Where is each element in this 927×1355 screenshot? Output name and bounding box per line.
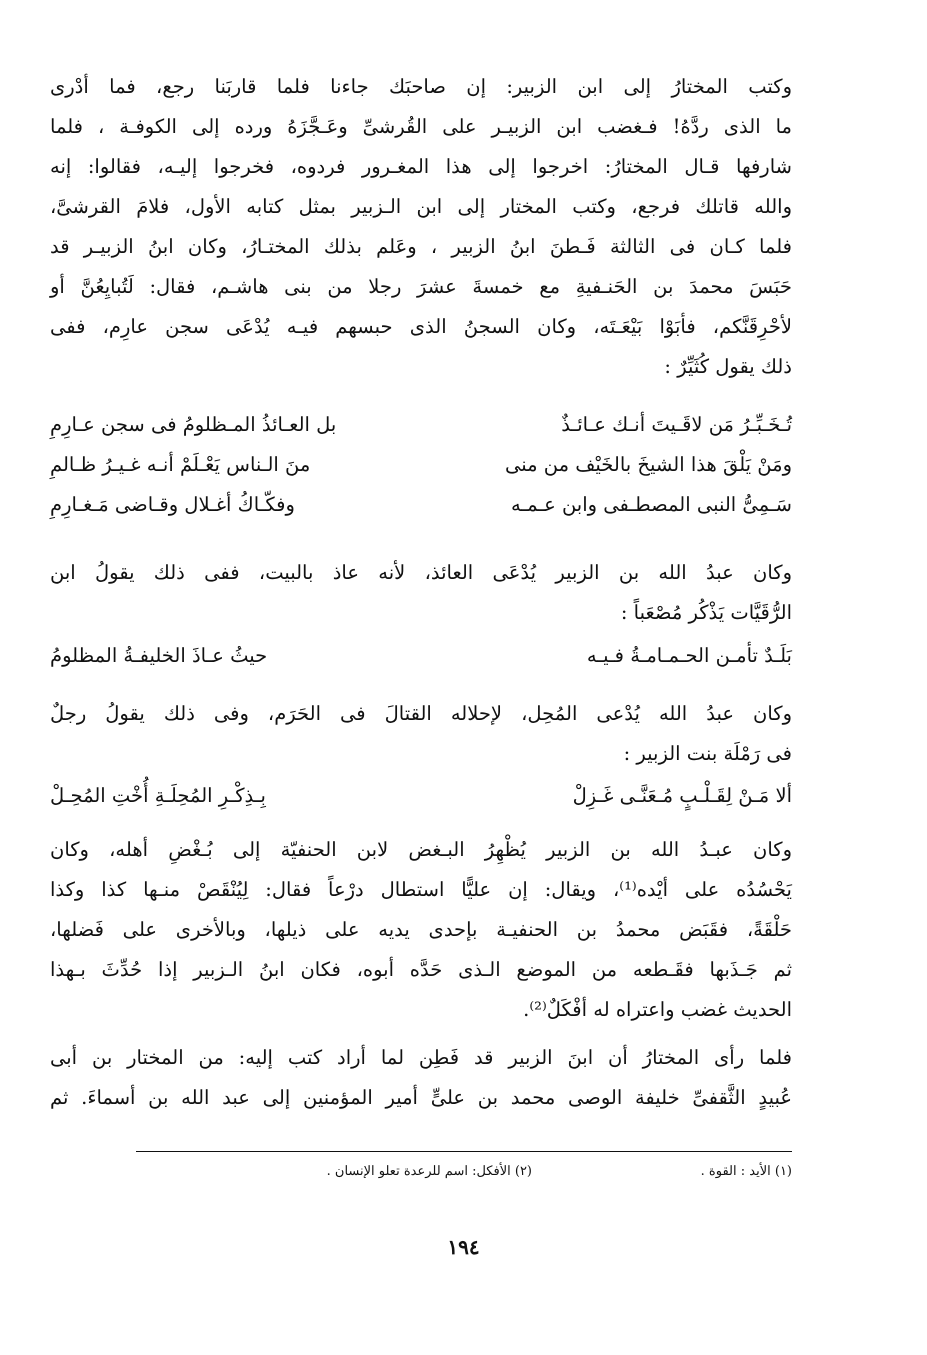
verse-line (50, 445, 792, 485)
text-line: حَلْقَةً، فقَبَض محمدُ بن الحنفيـة بإحدى يديه على ذيلها، وبالأخرى على فَضلها، (50, 918, 792, 941)
verse-line (50, 636, 792, 676)
text-line: الحديث غضب واعتراه له أفْكَلٌ⁽²⁾. (523, 998, 792, 1021)
text-line: والله قاتلك فرجع، وكتب المختار إلى ابن الـزبير بمثل كتابه الأول، فلامَ القرشىَّ، (50, 195, 792, 218)
verse-second-hemistich: وفكّـاكُ أغـلال وقـاضى مَـغـارِمِ (50, 493, 295, 516)
text-line: ثم جَـذَبها فقَـطعه من الموضع الـذى حَدَّه أبوه، فكان ابنُ الـزبير إذا حُدِّثَ بـهذا (50, 958, 792, 981)
text-line: وكان عبدُ الله يُدْعى المُحِل، لإحلاله القتالَ فى الحَرَم، وفى ذلك يقولُ رجلٌ (50, 702, 792, 725)
verse-first-hemistich: تُـخَـبِّـرُ مَن لاقَـيتَ أنـك عـائـذٌ (561, 413, 792, 436)
verse-second-hemistich: بِـذِكْـرِ المُحِلَـةِ أُخْتِ المُحِـلْ (50, 784, 266, 807)
poem (50, 776, 792, 816)
paragraph (50, 1038, 792, 1118)
page-number: ١٩٤ (447, 1235, 480, 1259)
text-line: شارفها قـال المختارُ: اخرجوا إلى هذا المغـرور فردوه، فخرجوا إليـه، فقالوا: إنه (50, 155, 792, 178)
text-line: فلما كـان فى الثالثة فَـطنَ ابنُ الزبير ، وعَلم بذلك المختـارُ، وكان ابنُ الزبيـر قد (50, 235, 792, 258)
footnote-2: (٢) الأفكل: اسم للرعدة تعلو الإنسان . (326, 1164, 532, 1179)
text-line: وكان عبدُ الله بن الزبير يُدْعَى العائذ، لأنه عاذ بالبيت، ففى ذلك يقولُ ابن (50, 561, 792, 584)
verse-line (50, 485, 792, 525)
verse-first-hemistich: ومَنْ يَلْقَ هذا الشيخَ بالخَيْف من منى (504, 453, 792, 476)
text-line: الرُّقَيَّات يَذْكُر مُصْعَباً : (620, 601, 792, 624)
text-line: وكان عبـدُ الله بن الزبير يُظْهِرُ البـغض لابن الحنفيّة إلى بُـغْضِ أهله، وكان (50, 838, 792, 861)
text-line: يَحْسُدُه على أيْده⁽¹⁾، ويقال: إن عليًّا استطال درْعاً فقال: لِيُنْقَصْ منـها كذا وكذا (50, 878, 792, 901)
verse-first-hemistich: بَلَـدٌ تأمـن الحـمـامـةُ فـيـه (586, 644, 792, 667)
poem (50, 636, 792, 676)
verse-first-hemistich: سَـمِىُّ النبى المصطـفى وابن عـمـه (510, 493, 792, 516)
text-line: حَبَسَ محمدَ بن الحَنـفيةِ مع خمسةَ عشرَ رجلا من بنى هاشـم، فقال: لَتُبايِعُنَّ أو (50, 275, 792, 298)
verse-second-hemistich: حيثُ عـاذَ الخليفـةُ المظلومُ (50, 644, 268, 667)
footnote-separator (136, 1151, 792, 1152)
text-line: لأحْرِقَنَّكم، فأبَوْا بَيْعَـتَه، وكان السجنُ الذى حبسهم فيـه يُدْعَى سجن عارِم، ففى (50, 315, 792, 338)
footnote-1: (١) الأيد : القوة . (700, 1164, 792, 1179)
text-line: وكتب المختارُ إلى ابن الزبير: إن صاحبَك جاءنا فلما قاربَنا رجع، فما أدْرى (50, 75, 792, 98)
paragraph (50, 67, 792, 387)
verse-first-hemistich: ألا مَـنْ لِقَـلْـبٍ مُـعَنَّـى غَـزِلْ (572, 784, 792, 807)
text-line: فى رَمْلَة بنت الزبير : (623, 742, 792, 765)
paragraph (50, 694, 792, 774)
poem (50, 405, 792, 525)
verse-second-hemistich: منَ الـناس يَعْـلَمْ أنـه غـيـرُ ظـالمِ (50, 453, 311, 476)
paragraph (50, 830, 792, 1030)
text-line: ما الذى ردَّهُ! فـغضب ابن الزبيـر على القُرشىِّ وعَـجَّزَهُ ورده إلى الكوفـة ، فلما (50, 115, 792, 138)
verse-line (50, 776, 792, 816)
paragraph (50, 553, 792, 633)
verse-line (50, 405, 792, 445)
text-line: ذلك يقول كُثَيِّرٌ : (664, 355, 792, 378)
text-line: عُبيدٍ الثَّقفىِّ خليفة الوصى محمد بن علىٍّ أمير المؤمنين إلى عبد الله بن أسماءَ. ثم (50, 1086, 792, 1109)
text-line: فلما رأى المختارُ أن ابنَ الزبير قد فَطِن لما أراد كتب إليه: من المختار بن أبى (50, 1046, 792, 1069)
verse-second-hemistich: بل العـائذُ المـظلومُ فى سجن عـارِمِ (50, 413, 337, 436)
